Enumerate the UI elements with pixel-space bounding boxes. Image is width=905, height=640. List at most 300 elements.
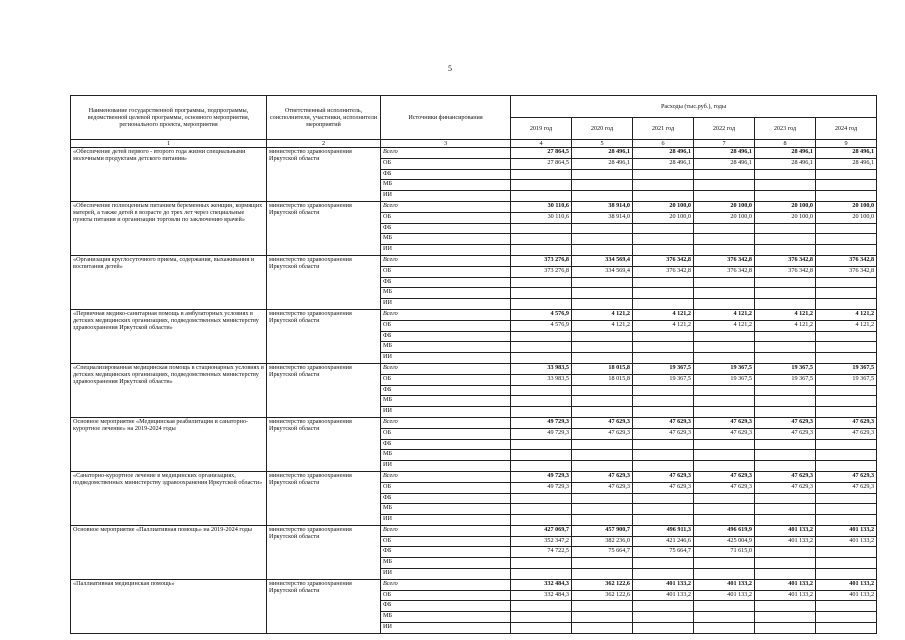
expense-value: 425 004,9	[694, 536, 755, 547]
expense-value	[694, 299, 755, 310]
expense-value: 19 367,5	[755, 374, 816, 385]
expense-value	[755, 180, 816, 191]
expense-value	[694, 223, 755, 234]
funding-source: МБ	[381, 234, 511, 245]
header-name: Наименование государственной программы, подпрограммы, ведомственной целевой программы, основного мероприятия, регионального проекта, мероприятия	[71, 96, 267, 140]
expense-value	[511, 169, 572, 180]
expense-value: 47 629,3	[816, 471, 877, 482]
expense-value	[816, 299, 877, 310]
expense-value	[755, 234, 816, 245]
expense-value: 376 342,8	[755, 266, 816, 277]
expense-value	[755, 439, 816, 450]
expense-value	[755, 331, 816, 342]
funding-source: ФБ	[381, 277, 511, 288]
expense-value: 75 664,7	[633, 547, 694, 558]
header-expenses: Расходы (тыс.руб.), годы	[511, 96, 877, 118]
expense-value	[694, 450, 755, 461]
expense-value	[694, 623, 755, 634]
expense-value: 74 722,5	[511, 547, 572, 558]
funding-source: ИИ	[381, 353, 511, 364]
funding-source: ОБ	[381, 158, 511, 169]
expense-value: 47 629,3	[633, 482, 694, 493]
expense-value	[511, 407, 572, 418]
expense-value	[755, 569, 816, 580]
expense-value: 20 100,0	[633, 212, 694, 223]
expense-value: 401 133,2	[816, 536, 877, 547]
expense-value	[633, 396, 694, 407]
expense-value: 20 100,0	[816, 212, 877, 223]
expense-value	[816, 191, 877, 202]
expense-value: 4 121,2	[633, 309, 694, 320]
expense-value	[755, 191, 816, 202]
expense-value	[572, 461, 633, 472]
expense-value	[694, 385, 755, 396]
expense-value: 47 629,3	[755, 428, 816, 439]
funding-source: ОБ	[381, 374, 511, 385]
expense-value: 362 122,6	[572, 579, 633, 590]
expense-value: 49 729,3	[511, 417, 572, 428]
expense-value	[633, 407, 694, 418]
expense-value	[816, 547, 877, 558]
expense-value: 427 069,7	[511, 525, 572, 536]
expense-value: 18 015,8	[572, 363, 633, 374]
expense-value: 376 342,8	[816, 266, 877, 277]
expense-value	[816, 234, 877, 245]
expense-value: 362 122,6	[572, 590, 633, 601]
expense-value	[694, 331, 755, 342]
expense-value: 28 496,1	[755, 148, 816, 159]
expense-value: 47 629,3	[816, 428, 877, 439]
table-header	[71, 96, 877, 148]
expense-value	[572, 342, 633, 353]
expense-value	[816, 450, 877, 461]
expense-value	[816, 223, 877, 234]
expense-value	[511, 342, 572, 353]
expense-value: 18 015,8	[572, 374, 633, 385]
expense-value	[816, 396, 877, 407]
expense-value	[633, 385, 694, 396]
executor: министерство здравоохранения Иркутской области	[267, 579, 381, 633]
expense-value: 20 100,0	[694, 201, 755, 212]
funding-source: МБ	[381, 504, 511, 515]
expense-value	[755, 558, 816, 569]
funding-source: ОБ	[381, 320, 511, 331]
expense-value	[511, 299, 572, 310]
expense-value	[633, 223, 694, 234]
expense-value	[694, 288, 755, 299]
funding-source: МБ	[381, 180, 511, 191]
expense-value: 4 121,2	[572, 320, 633, 331]
funding-source: Всего	[381, 148, 511, 159]
header-executor: Ответственный исполнитель, соисполнители, участники, исполнители мероприятий	[267, 96, 381, 140]
expense-value: 27 864,5	[511, 158, 572, 169]
expense-value	[572, 601, 633, 612]
funding-source: ИИ	[381, 191, 511, 202]
expense-value	[694, 234, 755, 245]
funding-source: ФБ	[381, 169, 511, 180]
expense-value	[633, 180, 694, 191]
funding-source: ИИ	[381, 515, 511, 526]
expense-value: 20 100,0	[816, 201, 877, 212]
activity-name: Основное мероприятие «Медицинская реабилитация и санаторно-курортное лечение» на 2019-2024 годы	[71, 417, 267, 471]
expense-value: 19 367,5	[755, 363, 816, 374]
expense-value	[511, 245, 572, 256]
activity-name: Основное мероприятие «Паллиативная помощь» на 2019-2024 годы	[71, 525, 267, 579]
expense-value	[572, 288, 633, 299]
expense-value: 401 133,2	[755, 536, 816, 547]
funding-source: Всего	[381, 255, 511, 266]
expense-value	[694, 569, 755, 580]
funding-source: ОБ	[381, 536, 511, 547]
expense-value: 376 342,8	[816, 255, 877, 266]
expense-value	[511, 353, 572, 364]
expense-value	[755, 515, 816, 526]
expense-value: 28 496,1	[816, 148, 877, 159]
expense-value	[694, 180, 755, 191]
funding-source: МБ	[381, 612, 511, 623]
expense-value	[816, 504, 877, 515]
funding-source: ФБ	[381, 439, 511, 450]
expense-value	[511, 504, 572, 515]
expense-value	[633, 493, 694, 504]
table-row-total	[71, 363, 877, 374]
table-row-total	[71, 201, 877, 212]
expense-value: 47 629,3	[633, 471, 694, 482]
expense-value	[511, 288, 572, 299]
expense-value: 4 121,2	[572, 309, 633, 320]
expense-value: 376 342,8	[694, 266, 755, 277]
activity-name: «Паллиативная медицинская помощь»	[71, 579, 267, 633]
header-source: Источники финансирования	[381, 96, 511, 140]
expense-value	[694, 277, 755, 288]
expense-value	[572, 612, 633, 623]
expense-value: 401 133,2	[633, 590, 694, 601]
expense-value	[694, 342, 755, 353]
funding-source: ОБ	[381, 482, 511, 493]
column-number: 4	[511, 140, 572, 148]
expense-value: 75 664,7	[572, 547, 633, 558]
expense-value	[511, 558, 572, 569]
expense-value	[633, 191, 694, 202]
expense-value	[694, 396, 755, 407]
column-number: 2	[267, 140, 381, 148]
expense-value: 334 569,4	[572, 255, 633, 266]
expense-value	[816, 569, 877, 580]
funding-source: ОБ	[381, 428, 511, 439]
expense-value: 30 110,6	[511, 212, 572, 223]
column-number: 5	[572, 140, 633, 148]
expense-value: 28 496,1	[572, 158, 633, 169]
expense-value	[633, 245, 694, 256]
expense-value: 49 729,3	[511, 428, 572, 439]
expense-value	[755, 493, 816, 504]
expense-value: 47 629,3	[633, 417, 694, 428]
funding-source: ИИ	[381, 569, 511, 580]
expense-value	[511, 569, 572, 580]
expense-value	[511, 439, 572, 450]
expense-value	[633, 169, 694, 180]
expense-value	[511, 493, 572, 504]
funding-source: ИИ	[381, 245, 511, 256]
expense-value	[816, 601, 877, 612]
expense-value: 332 484,3	[511, 590, 572, 601]
expense-value	[572, 493, 633, 504]
expense-value: 47 629,3	[572, 417, 633, 428]
expense-value	[511, 623, 572, 634]
expense-value: 27 864,5	[511, 148, 572, 159]
activity-name: «Обеспечение полноценным питанием беременных женщин, кормящих матерей, а также детей в возрасте до трех лет через специальные пункты питания и организации торговли по заключению врачей»	[71, 201, 267, 255]
expense-value: 19 367,5	[633, 374, 694, 385]
expense-value: 47 629,3	[694, 428, 755, 439]
column-number: 6	[633, 140, 694, 148]
expense-value	[572, 245, 633, 256]
expense-value	[511, 601, 572, 612]
expense-value: 376 342,8	[633, 255, 694, 266]
expense-value	[511, 331, 572, 342]
expense-value: 401 133,2	[816, 579, 877, 590]
expense-value: 4 576,9	[511, 320, 572, 331]
table-row-total	[71, 148, 877, 159]
expense-value: 4 121,2	[694, 320, 755, 331]
executor: министерство здравоохранения Иркутской области	[267, 255, 381, 309]
expense-value	[633, 331, 694, 342]
expense-value	[755, 385, 816, 396]
expense-value: 376 342,8	[694, 255, 755, 266]
expense-value: 28 496,1	[633, 158, 694, 169]
expense-value: 352 347,2	[511, 536, 572, 547]
expense-value	[694, 558, 755, 569]
expense-value: 401 133,2	[694, 590, 755, 601]
expense-value	[816, 612, 877, 623]
expense-value	[633, 450, 694, 461]
expense-value	[572, 180, 633, 191]
expense-value: 28 496,1	[633, 148, 694, 159]
expense-value	[755, 396, 816, 407]
funding-source: ФБ	[381, 547, 511, 558]
expense-value	[816, 515, 877, 526]
expense-value	[694, 191, 755, 202]
expense-value	[755, 504, 816, 515]
expense-value: 496 911,3	[633, 525, 694, 536]
column-number: 8	[755, 140, 816, 148]
funding-source: ФБ	[381, 385, 511, 396]
expense-value	[755, 601, 816, 612]
expense-value: 49 729,3	[511, 482, 572, 493]
expense-value	[755, 245, 816, 256]
expense-value: 19 367,5	[816, 363, 877, 374]
expense-value	[755, 623, 816, 634]
funding-source: МБ	[381, 450, 511, 461]
expense-value	[816, 407, 877, 418]
executor: министерство здравоохранения Иркутской области	[267, 363, 381, 417]
expense-value: 47 629,3	[694, 482, 755, 493]
expense-value: 4 121,2	[755, 320, 816, 331]
header-year: 2021 год	[633, 118, 694, 140]
expense-value	[572, 558, 633, 569]
expense-value: 28 496,1	[816, 158, 877, 169]
expense-value: 20 100,0	[755, 201, 816, 212]
expense-value	[694, 245, 755, 256]
column-number: 7	[694, 140, 755, 148]
expense-value: 457 900,7	[572, 525, 633, 536]
expense-value	[694, 353, 755, 364]
column-numbers-row	[71, 140, 877, 148]
expense-value	[572, 623, 633, 634]
expense-value: 47 629,3	[572, 428, 633, 439]
header-year: 2024 год	[816, 118, 877, 140]
expense-value	[816, 180, 877, 191]
expense-value: 47 629,3	[694, 417, 755, 428]
expense-value	[694, 461, 755, 472]
expense-value	[694, 439, 755, 450]
expense-value	[572, 439, 633, 450]
expense-value	[694, 601, 755, 612]
expense-value	[572, 223, 633, 234]
expense-value	[694, 504, 755, 515]
expense-value: 373 276,8	[511, 266, 572, 277]
executor: министерство здравоохранения Иркутской области	[267, 148, 381, 202]
executor: министерство здравоохранения Иркутской области	[267, 525, 381, 579]
expense-value	[572, 385, 633, 396]
funding-source: Всего	[381, 201, 511, 212]
expense-value	[694, 612, 755, 623]
expense-value	[755, 612, 816, 623]
expense-value	[633, 277, 694, 288]
expense-value: 334 569,4	[572, 266, 633, 277]
expense-value	[511, 515, 572, 526]
expense-value: 33 983,5	[511, 363, 572, 374]
expense-value	[633, 504, 694, 515]
header-year: 2020 год	[572, 118, 633, 140]
expense-value: 47 629,3	[572, 482, 633, 493]
funding-source: Всего	[381, 471, 511, 482]
funding-source: Всего	[381, 579, 511, 590]
expense-value	[572, 169, 633, 180]
expense-value	[755, 407, 816, 418]
expense-value: 401 133,2	[816, 590, 877, 601]
expense-value: 47 629,3	[816, 482, 877, 493]
expense-value	[755, 547, 816, 558]
expense-value: 4 121,2	[816, 309, 877, 320]
expense-value: 71 615,0	[694, 547, 755, 558]
expense-value: 28 496,1	[694, 148, 755, 159]
expense-value	[572, 299, 633, 310]
expense-value: 33 983,5	[511, 374, 572, 385]
expense-value: 47 629,3	[755, 471, 816, 482]
funding-source: ФБ	[381, 601, 511, 612]
expense-value	[572, 569, 633, 580]
expense-value	[755, 461, 816, 472]
financing-table	[70, 95, 877, 634]
expense-value	[633, 515, 694, 526]
expense-value: 19 367,5	[694, 374, 755, 385]
funding-source: ИИ	[381, 461, 511, 472]
funding-source: Всего	[381, 309, 511, 320]
expense-value: 49 729,3	[511, 471, 572, 482]
expense-value: 401 133,2	[755, 579, 816, 590]
expense-value	[755, 450, 816, 461]
expense-value	[572, 191, 633, 202]
expense-value	[816, 558, 877, 569]
expense-value: 4 121,2	[755, 309, 816, 320]
expense-value	[816, 439, 877, 450]
table-row-total	[71, 417, 877, 428]
expense-value: 4 121,2	[816, 320, 877, 331]
expense-value	[511, 277, 572, 288]
activity-name: «Организация круглосуточного приема, содержания, выхаживания и воспитания детей»	[71, 255, 267, 309]
expense-value	[572, 234, 633, 245]
expense-value: 421 246,6	[633, 536, 694, 547]
expense-value: 30 110,6	[511, 201, 572, 212]
expense-value	[572, 450, 633, 461]
expense-value: 47 629,3	[755, 417, 816, 428]
expense-value	[572, 396, 633, 407]
funding-source: МБ	[381, 342, 511, 353]
expense-value	[572, 504, 633, 515]
expense-value: 28 496,1	[572, 148, 633, 159]
expense-value	[816, 385, 877, 396]
expense-value	[633, 601, 694, 612]
funding-source: ОБ	[381, 212, 511, 223]
expense-value: 373 276,8	[511, 255, 572, 266]
table-row-total	[71, 579, 877, 590]
expense-value: 4 121,2	[694, 309, 755, 320]
expense-value	[816, 461, 877, 472]
expense-value	[816, 277, 877, 288]
activity-name: «Санаторно-курортное лечение в медицинских организациях, подведомственных министерству здравоохранения Иркутской области»	[71, 471, 267, 525]
expense-value	[816, 245, 877, 256]
expense-value: 19 367,5	[694, 363, 755, 374]
expense-value: 401 133,2	[816, 525, 877, 536]
expense-value	[755, 169, 816, 180]
expense-value: 47 629,3	[816, 417, 877, 428]
expense-value	[511, 461, 572, 472]
expense-value	[572, 277, 633, 288]
expense-value	[633, 288, 694, 299]
expense-value: 47 629,3	[572, 471, 633, 482]
header-year: 2019 год	[511, 118, 572, 140]
header-year: 2022 год	[694, 118, 755, 140]
expense-value	[572, 331, 633, 342]
expense-value	[694, 515, 755, 526]
executor: министерство здравоохранения Иркутской области	[267, 417, 381, 471]
expense-value: 4 576,9	[511, 309, 572, 320]
expense-value	[755, 288, 816, 299]
column-number: 3	[381, 140, 511, 148]
expense-value: 496 619,9	[694, 525, 755, 536]
funding-source: МБ	[381, 396, 511, 407]
expense-value	[633, 353, 694, 364]
funding-source: ОБ	[381, 590, 511, 601]
expense-value	[633, 299, 694, 310]
expense-value	[694, 407, 755, 418]
executor: министерство здравоохранения Иркутской области	[267, 471, 381, 525]
funding-source: ФБ	[381, 331, 511, 342]
column-number: 9	[816, 140, 877, 148]
header-year: 2023 год	[755, 118, 816, 140]
expense-value	[816, 331, 877, 342]
expense-value	[816, 169, 877, 180]
expense-value	[633, 569, 694, 580]
expense-value	[755, 342, 816, 353]
activity-name: «Специализированная медицинская помощь в стационарных условиях в детских медицинских организациях, подведомственных министерству здравоохранения Иркутской области»	[71, 363, 267, 417]
table-row-total	[71, 309, 877, 320]
expense-value: 47 629,3	[633, 428, 694, 439]
expense-value: 401 133,2	[633, 579, 694, 590]
expense-value: 382 236,0	[572, 536, 633, 547]
expense-value: 332 484,3	[511, 579, 572, 590]
expense-value	[816, 353, 877, 364]
